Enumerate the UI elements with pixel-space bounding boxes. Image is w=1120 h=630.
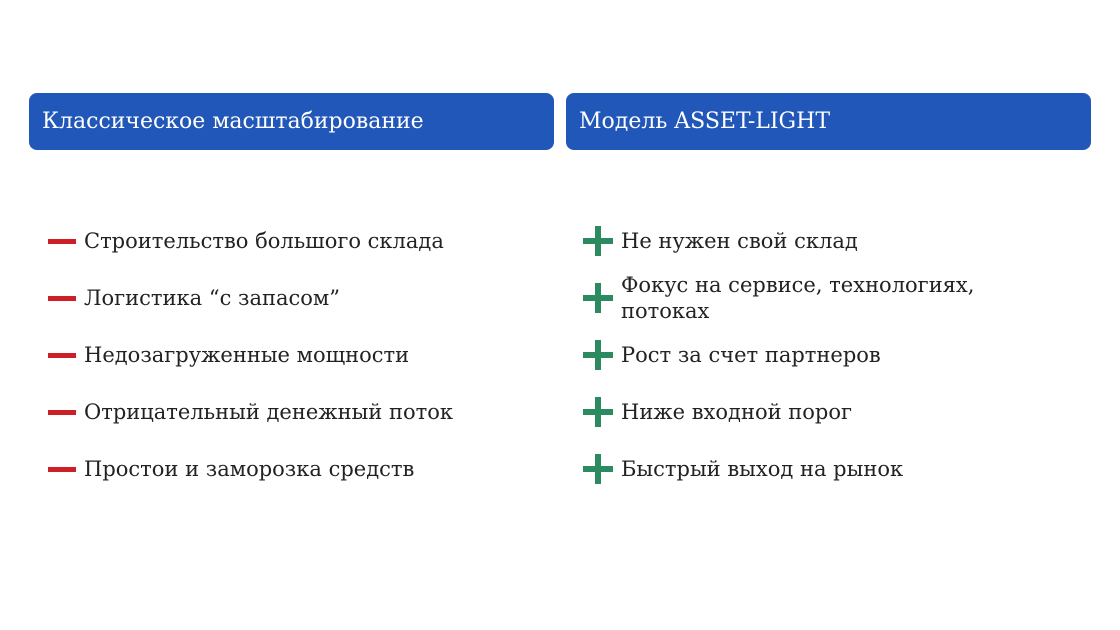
list-item-text: Строительство большого склада (84, 229, 444, 253)
list-item-text: Ниже входной порог (621, 400, 853, 424)
list-item (29, 388, 554, 436)
minus-icon (48, 239, 76, 244)
minus-icon (48, 296, 76, 301)
classic-scaling-header: Классическое масштабирование (29, 93, 554, 150)
list-item (566, 274, 1091, 322)
minus-icon (48, 467, 76, 472)
list-item-text: Не нужен свой склад (621, 229, 858, 253)
plus-icon (583, 283, 613, 313)
list-item-text: Рост за счет партнеров (621, 343, 881, 367)
list-item (29, 274, 554, 322)
list-item (566, 388, 1091, 436)
list-item-text: Недозагруженные мощности (84, 343, 410, 367)
classic-scaling-column (29, 93, 554, 481)
list-item-text: Логистика “с запасом” (84, 286, 340, 310)
plus-icon (583, 226, 613, 256)
minus-icon (48, 353, 76, 358)
list-item-text: Простои и заморозка средств (84, 457, 415, 481)
list-item (566, 331, 1091, 379)
asset-light-header: Модель ASSET-LIGHT (566, 93, 1091, 150)
list-item (29, 331, 554, 379)
plus-icon (583, 454, 613, 484)
list-item (29, 217, 554, 265)
list-item-text: Быстрый выход на рынок (621, 457, 904, 481)
asset-light-column (566, 93, 1091, 481)
plus-icon (583, 397, 613, 427)
list-item (566, 217, 1091, 265)
list-item (29, 445, 554, 493)
minus-icon (48, 410, 76, 415)
list-item (566, 445, 1091, 493)
list-item-text: Отрицательный денежный поток (84, 400, 454, 424)
list-item-text: Фокус на сервисе, технологиях, потоках (621, 273, 975, 323)
plus-icon (583, 340, 613, 370)
